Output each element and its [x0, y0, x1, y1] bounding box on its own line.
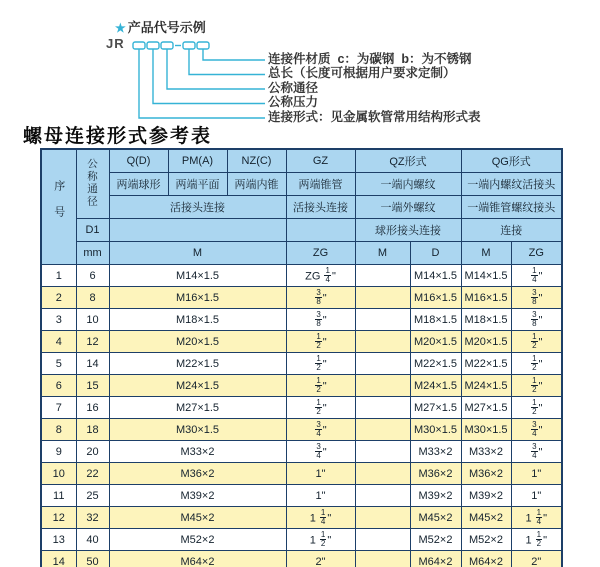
header-d1: D1: [76, 219, 109, 242]
cell-qz-d: M18×1.5: [410, 309, 461, 331]
cell-serial-number: 1: [41, 265, 76, 287]
cell-qg-m: M39×2: [461, 485, 511, 507]
cell-qz-m: [355, 265, 410, 287]
cell-gz-zg: $\frac{1}{2}$ ": [286, 331, 355, 353]
code-box-1: [133, 42, 145, 49]
cell-qg-m: M33×2: [461, 441, 511, 463]
header-serial-number: [41, 149, 76, 265]
code-label-material: 连接件材质 c：为碳钢 b：为不锈钢: [268, 52, 472, 66]
lead-line-4: [189, 49, 265, 75]
header-gz-form: GZ: [286, 149, 355, 173]
cell-qz-d: M39×2: [410, 485, 461, 507]
cell-qz-m: [355, 375, 410, 397]
cell-qz-m: [355, 551, 410, 567]
cell-qz-m: [355, 353, 410, 375]
cell-gz-zg: 1 $\frac{1}{4}$ ": [286, 507, 355, 529]
cell-nominal-diameter: 8: [76, 287, 109, 309]
header-pm-desc: 两端平面: [168, 173, 227, 196]
cell-serial-number: 11: [41, 485, 76, 507]
lead-line-3: [167, 49, 265, 89]
cell-serial-number: 6: [41, 375, 76, 397]
cell-qg-zg: $\frac{3}{4}$ ": [511, 441, 562, 463]
cell-qg-m: M45×2: [461, 507, 511, 529]
cell-qz-d: M36×2: [410, 463, 461, 485]
cell-qg-m: M16×1.5: [461, 287, 511, 309]
cell-qz-d: M16×1.5: [410, 287, 461, 309]
cell-qg-zg: $\frac{1}{2}$ ": [511, 353, 562, 375]
cell-serial-number: 7: [41, 397, 76, 419]
cell-serial-number: 4: [41, 331, 76, 353]
star-icon: ★: [115, 21, 126, 35]
cell-qg-m: M30×1.5: [461, 419, 511, 441]
cell-serial-number: 5: [41, 353, 76, 375]
table-row: [41, 507, 562, 529]
table-row: [41, 529, 562, 551]
header-nominal-diameter-text: 公称通径: [86, 157, 98, 208]
cell-qg-m: M20×1.5: [461, 331, 511, 353]
cell-gz-zg: $\frac{3}{4}$ ": [286, 419, 355, 441]
cell-qz-m: [355, 463, 410, 485]
cell-serial-number: 10: [41, 463, 76, 485]
cell-qz-m: [355, 287, 410, 309]
cell-qz-m: [355, 309, 410, 331]
cell-qg-zg: $\frac{1}{4}$ ": [511, 265, 562, 287]
code-label-total-length: 总长（长度可根据用户要求定制）: [268, 66, 456, 80]
cell-gz-zg: $\frac{1}{2}$ ": [286, 353, 355, 375]
header-gz-desc: 两端锥管: [286, 173, 355, 196]
cell-serial-number: 8: [41, 419, 76, 441]
cell-nominal-diameter: 50: [76, 551, 109, 567]
table-row: [41, 287, 562, 309]
cell-qz-d: M20×1.5: [410, 331, 461, 353]
cell-m-thread: M33×2: [109, 441, 286, 463]
cell-qg-zg: 1": [511, 463, 562, 485]
cell-qg-zg: 1 $\frac{1}{2}$ ": [511, 529, 562, 551]
lead-line-1: [139, 49, 265, 118]
cell-m-thread: M27×1.5: [109, 397, 286, 419]
header-nz-desc: 两端内锥: [227, 173, 286, 196]
code-label-nominal-diameter: 公称通径: [268, 81, 319, 95]
cell-qz-m: [355, 441, 410, 463]
header-qg-form: QG形式: [461, 149, 562, 173]
cell-serial-number: 3: [41, 309, 76, 331]
header-m-thread: M: [109, 242, 286, 265]
cell-qg-zg: 2": [511, 551, 562, 567]
cell-nominal-diameter: 10: [76, 309, 109, 331]
cell-qz-d: M30×1.5: [410, 419, 461, 441]
cell-qz-m: [355, 397, 410, 419]
cell-gz-zg: $\frac{3}{8}$ ": [286, 309, 355, 331]
cell-m-thread: M16×1.5: [109, 287, 286, 309]
cell-serial-number: 12: [41, 507, 76, 529]
header-qz-d: D: [410, 242, 461, 265]
header-union-connection: 活接头连接: [109, 196, 286, 219]
cell-nominal-diameter: 20: [76, 441, 109, 463]
header-mm: mm: [76, 242, 109, 265]
header-qg-m: M: [461, 242, 511, 265]
code-label-connection-form: 连接形式：见金属软管常用结构形式表: [268, 110, 481, 124]
header-gz-union-connection: 活接头连接: [286, 196, 355, 219]
cell-qg-m: M64×2: [461, 551, 511, 567]
lead-line-5: [203, 49, 265, 60]
cell-qz-d: M45×2: [410, 507, 461, 529]
table-header: [41, 149, 562, 265]
header-qg-zg: ZG: [511, 242, 562, 265]
table-row: [41, 309, 562, 331]
cell-qz-d: M14×1.5: [410, 265, 461, 287]
cell-qg-m: M27×1.5: [461, 397, 511, 419]
cell-m-thread: M45×2: [109, 507, 286, 529]
cell-qg-m: M36×2: [461, 463, 511, 485]
cell-m-thread: M22×1.5: [109, 353, 286, 375]
cell-nominal-diameter: 6: [76, 265, 109, 287]
cell-nominal-diameter: 40: [76, 529, 109, 551]
cell-gz-zg: 1": [286, 463, 355, 485]
cell-qz-m: [355, 419, 410, 441]
cell-gz-zg: 1": [286, 485, 355, 507]
cell-m-thread: M24×1.5: [109, 375, 286, 397]
code-box-3: [161, 42, 173, 49]
code-prefix: JR: [106, 36, 125, 51]
cell-qg-zg: $\frac{3}{8}$ ": [511, 309, 562, 331]
cell-qg-zg: $\frac{1}{2}$ ": [511, 375, 562, 397]
code-box-2: [147, 42, 159, 49]
cell-gz-zg: $\frac{3}{4}$ ": [286, 441, 355, 463]
cell-gz-zg: 2": [286, 551, 355, 567]
cell-qz-m: [355, 485, 410, 507]
header-serial-number-text: 序号: [52, 179, 65, 232]
lead-line-2: [153, 49, 265, 104]
header-qz-desc2: 一端外螺纹: [355, 196, 461, 219]
table-row: [41, 419, 562, 441]
header-nominal-diameter: [76, 149, 109, 219]
cell-nominal-diameter: 25: [76, 485, 109, 507]
header-qg-desc1: 一端内螺纹活接头: [461, 173, 562, 196]
table-row: [41, 353, 562, 375]
cell-qz-d: M27×1.5: [410, 397, 461, 419]
cell-m-thread: M64×2: [109, 551, 286, 567]
header-qz-form: QZ形式: [355, 149, 461, 173]
table-row: [41, 441, 562, 463]
code-box-5: [197, 42, 209, 49]
table-row: [41, 551, 562, 567]
table-title: 螺母连接形式参考表: [23, 126, 213, 147]
header-qz-desc3: 球形接头连接: [355, 219, 461, 242]
cell-qg-zg: 1 $\frac{1}{4}$ ": [511, 507, 562, 529]
cell-nominal-diameter: 22: [76, 463, 109, 485]
product-code-heading: [115, 17, 206, 36]
code-label-nominal-pressure: 公称压力: [268, 95, 319, 109]
header-qg-desc2: 一端锥管螺纹接头: [461, 196, 562, 219]
cell-m-thread: M30×1.5: [109, 419, 286, 441]
header-qz-m: M: [355, 242, 410, 265]
table-row: [41, 331, 562, 353]
header-blank-gz: [286, 219, 355, 242]
cell-gz-zg: $\frac{1}{2}$ ": [286, 375, 355, 397]
cell-serial-number: 9: [41, 441, 76, 463]
header-zg-thread: ZG: [286, 242, 355, 265]
cell-qz-m: [355, 529, 410, 551]
header-q-form: Q(D): [109, 149, 168, 173]
cell-m-thread: M52×2: [109, 529, 286, 551]
code-box-4: [183, 42, 195, 49]
cell-qg-zg: $\frac{3}{8}$ ": [511, 287, 562, 309]
cell-qg-zg: $\frac{1}{2}$ ": [511, 397, 562, 419]
header-qz-desc1: 一端内螺纹: [355, 173, 461, 196]
header-q-desc: 两端球形: [109, 173, 168, 196]
header-qg-desc3: 连接: [461, 219, 562, 242]
cell-qg-zg: $\frac{1}{2}$ ": [511, 331, 562, 353]
cell-qz-m: [355, 331, 410, 353]
table-body: [41, 265, 562, 567]
table-row: [41, 463, 562, 485]
cell-gz-zg: $\frac{1}{2}$ ": [286, 397, 355, 419]
cell-qg-m: M22×1.5: [461, 353, 511, 375]
table-row: [41, 397, 562, 419]
cell-qg-m: M18×1.5: [461, 309, 511, 331]
nut-connection-reference-table: [40, 148, 563, 567]
header-nz-form: NZ(C): [227, 149, 286, 173]
cell-qz-d: M52×2: [410, 529, 461, 551]
cell-serial-number: 14: [41, 551, 76, 567]
header-pm-form: PM(A): [168, 149, 227, 173]
cell-qg-zg: $\frac{3}{4}$ ": [511, 419, 562, 441]
cell-qg-m: M24×1.5: [461, 375, 511, 397]
cell-serial-number: 13: [41, 529, 76, 551]
cell-nominal-diameter: 18: [76, 419, 109, 441]
cell-qz-d: M33×2: [410, 441, 461, 463]
table-row: [41, 375, 562, 397]
cell-qg-m: M52×2: [461, 529, 511, 551]
cell-gz-zg: 1 $\frac{1}{2}$ ": [286, 529, 355, 551]
cell-m-thread: M39×2: [109, 485, 286, 507]
cell-qz-d: M64×2: [410, 551, 461, 567]
header-blank-left: [109, 219, 286, 242]
cell-nominal-diameter: 15: [76, 375, 109, 397]
table-row: [41, 485, 562, 507]
cell-qg-zg: 1": [511, 485, 562, 507]
cell-nominal-diameter: 32: [76, 507, 109, 529]
cell-qz-m: [355, 507, 410, 529]
cell-m-thread: M36×2: [109, 463, 286, 485]
cell-qg-m: M14×1.5: [461, 265, 511, 287]
cell-nominal-diameter: 16: [76, 397, 109, 419]
cell-m-thread: M14×1.5: [109, 265, 286, 287]
product-code-heading-text: 产品代号示例: [127, 20, 206, 35]
cell-gz-zg: $\frac{3}{8}$ ": [286, 287, 355, 309]
cell-qz-d: M24×1.5: [410, 375, 461, 397]
table-row: [41, 265, 562, 287]
cell-m-thread: M20×1.5: [109, 331, 286, 353]
cell-qz-d: M22×1.5: [410, 353, 461, 375]
cell-nominal-diameter: 12: [76, 331, 109, 353]
cell-nominal-diameter: 14: [76, 353, 109, 375]
cell-m-thread: M18×1.5: [109, 309, 286, 331]
cell-gz-zg: ZG $\frac{1}{4}$ ": [286, 265, 355, 287]
cell-serial-number: 2: [41, 287, 76, 309]
